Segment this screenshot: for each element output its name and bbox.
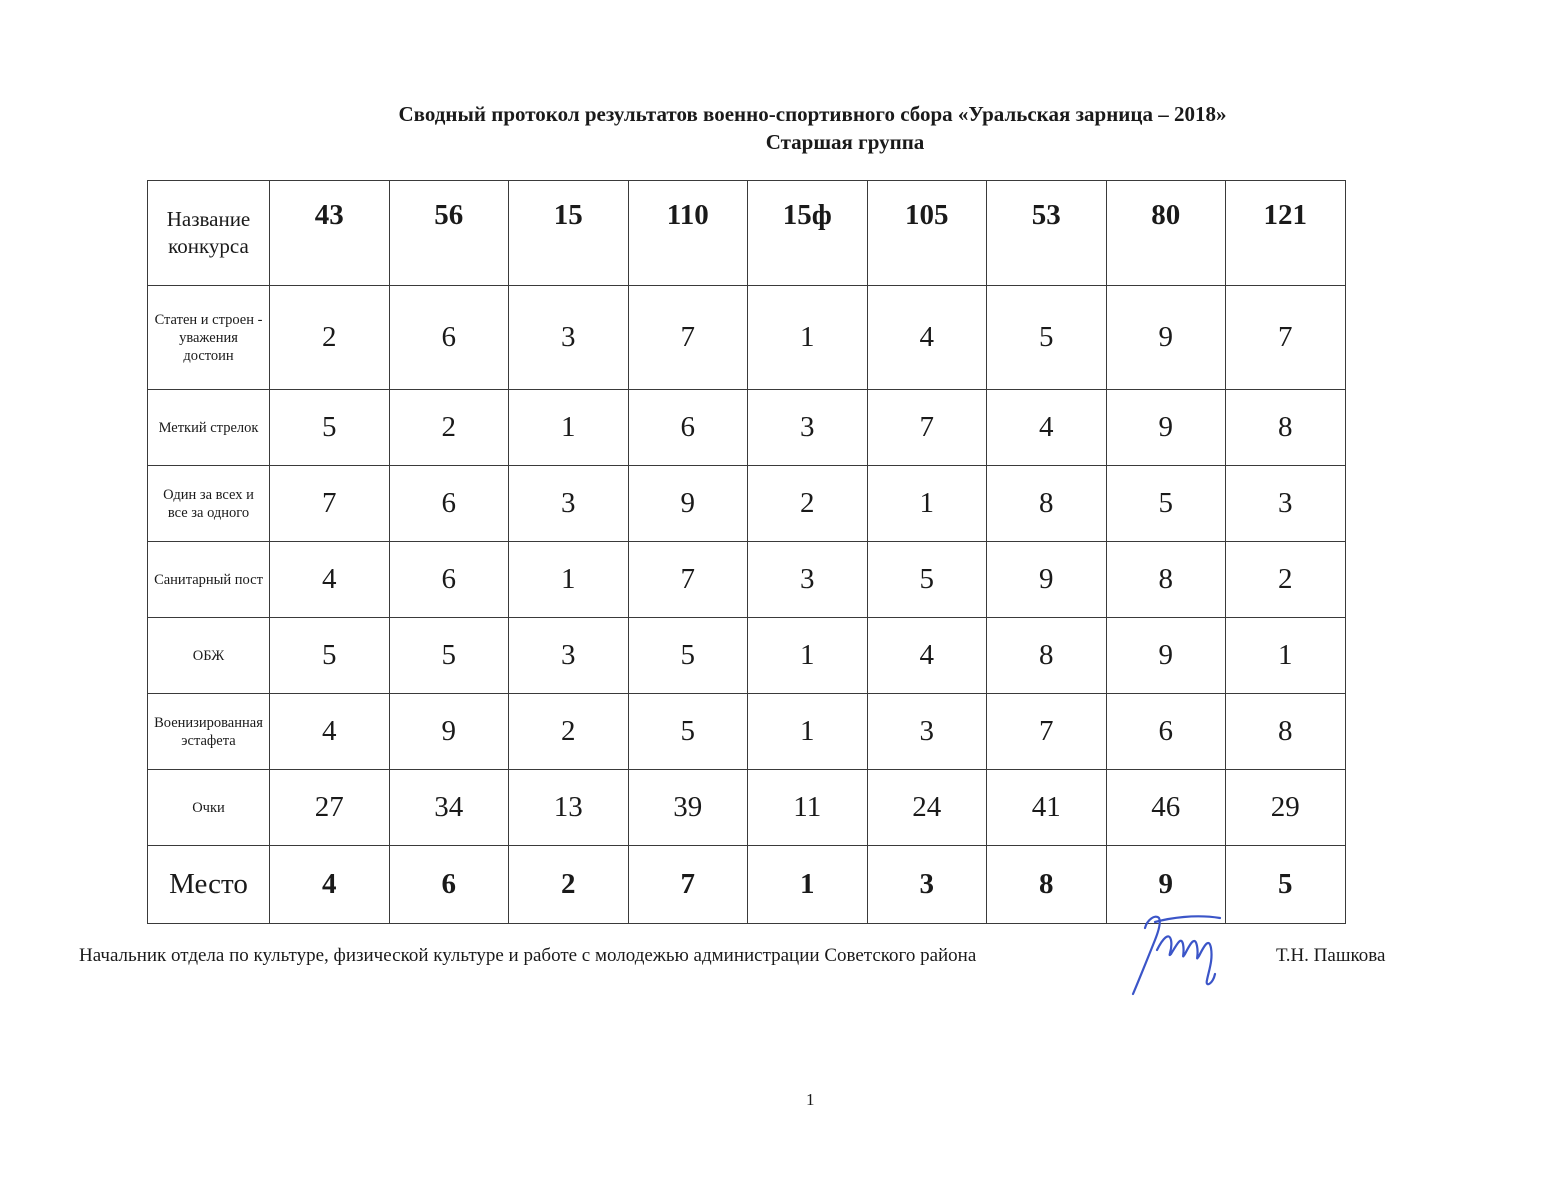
score-cell [270,542,390,618]
score-cell [1226,390,1346,466]
score-cell [628,466,748,542]
competition-cell [148,618,270,694]
document-title: Сводный протокол результатов военно-спортивного сбора «Уральская зарница – 2018» [398,102,1227,126]
score-value: 2 [441,411,456,443]
score-cell [509,618,629,694]
team-number: 105 [905,198,949,231]
competition-name: Военизированная эстафета [154,714,263,749]
score-cell [867,694,987,770]
score-value: 6 [441,487,456,519]
team-header-cell [1226,181,1346,286]
score-cell [1106,466,1226,542]
score-cell [628,286,748,390]
score-value: 3 [561,639,576,671]
score-cell [1226,466,1346,542]
score-cell [748,286,868,390]
place-value: 3 [919,868,934,900]
score-cell [1106,770,1226,846]
score-value: 1 [800,321,815,353]
score-value: 1 [561,411,576,443]
place-value: 4 [322,868,337,900]
score-value: 7 [919,411,934,443]
score-value: 2 [561,715,576,747]
score-cell [1226,618,1346,694]
place-label-cell [148,846,270,924]
place-cell [389,846,509,924]
score-cell [389,542,509,618]
score-value: 5 [322,411,337,443]
score-cell [270,618,390,694]
score-value: 9 [1158,411,1173,443]
competition-cell [148,286,270,390]
score-cell [1106,542,1226,618]
score-value: 8 [1039,639,1054,671]
score-value: 1 [800,639,815,671]
score-value: 5 [680,715,695,747]
score-value: 3 [800,563,815,595]
score-cell [987,770,1107,846]
team-number: 80 [1151,198,1181,231]
score-value: 29 [1270,791,1300,823]
score-cell [628,694,748,770]
score-cell [987,286,1107,390]
team-header-cell [389,181,509,286]
score-cell [867,618,987,694]
place-value: 8 [1039,868,1054,900]
score-value: 1 [1278,639,1293,671]
score-value: 7 [1039,715,1054,747]
table-row [148,390,1346,466]
score-value: 1 [561,563,576,595]
place-value: 7 [680,868,695,900]
score-cell [1226,694,1346,770]
score-cell [509,286,629,390]
team-header-cell [987,181,1107,286]
competition-name: Статен и строен - уважения достоин [154,311,263,364]
score-value: 8 [1278,715,1293,747]
score-value: 7 [1278,321,1293,353]
place-cell [867,846,987,924]
score-value: 3 [561,321,576,353]
score-cell [628,618,748,694]
score-value: 4 [1039,411,1054,443]
score-value: 5 [441,639,456,671]
place-value: 2 [561,868,576,900]
score-value: 3 [561,487,576,519]
score-cell [270,466,390,542]
table-row [148,770,1346,846]
competition-name: Меткий стрелок [158,419,259,436]
score-value: 8 [1039,487,1054,519]
score-value: 9 [1039,563,1054,595]
score-value: 2 [1278,563,1293,595]
place-label: Место [169,868,248,900]
competition-name: Санитарный пост [154,571,263,588]
score-cell [748,770,868,846]
table-row [148,542,1346,618]
team-number: 56 [434,198,464,231]
table-row [148,286,1346,390]
score-cell [509,466,629,542]
score-cell [867,286,987,390]
score-cell [748,618,868,694]
score-cell [867,770,987,846]
score-cell [389,694,509,770]
score-value: 6 [1158,715,1173,747]
competition-cell [148,770,270,846]
team-number: 15 [553,198,583,231]
team-header-cell [270,181,390,286]
team-number: 110 [666,198,709,231]
score-cell [389,770,509,846]
document-subtitle: Старшая группа [765,130,925,154]
score-cell [748,390,868,466]
competition-cell [148,694,270,770]
table-row [148,618,1346,694]
score-cell [987,466,1107,542]
score-cell [987,618,1107,694]
score-cell [987,390,1107,466]
score-cell [1106,694,1226,770]
score-cell [1226,286,1346,390]
score-cell [1106,286,1226,390]
competition-cell [148,542,270,618]
score-value: 46 [1151,791,1181,823]
score-cell [1106,390,1226,466]
score-cell [270,770,390,846]
place-cell [509,846,629,924]
score-value: 4 [919,321,934,353]
place-value: 6 [441,868,456,900]
score-cell [1226,770,1346,846]
score-cell [509,694,629,770]
team-header-cell [509,181,629,286]
score-value: 7 [680,563,695,595]
score-cell [628,542,748,618]
score-cell [867,466,987,542]
score-cell [1106,618,1226,694]
score-value: 2 [322,321,337,353]
score-value: 5 [1039,321,1054,353]
score-cell [748,694,868,770]
score-cell [867,390,987,466]
place-cell [628,846,748,924]
signer-name: Т.Н. Пашкова [1276,945,1386,966]
score-cell [270,390,390,466]
score-value: 4 [322,563,337,595]
score-cell [628,390,748,466]
place-value: 9 [1158,868,1173,900]
score-cell [509,770,629,846]
score-value: 9 [1158,321,1173,353]
competition-name: Один за всех и все за одного [163,486,254,521]
competition-column-header: Название конкурса [166,207,251,258]
score-value: 3 [800,411,815,443]
score-value: 2 [800,487,815,519]
competition-name: ОБЖ [192,647,225,664]
team-number: 43 [314,198,344,231]
score-cell [389,390,509,466]
score-cell [389,466,509,542]
place-cell [270,846,390,924]
score-value: 3 [919,715,934,747]
score-value: 5 [919,563,934,595]
handwritten-signature [1125,910,1235,1000]
competition-cell [148,466,270,542]
score-value: 5 [680,639,695,671]
score-value: 39 [673,791,703,823]
team-header-cell [867,181,987,286]
table-row [148,466,1346,542]
score-cell [867,542,987,618]
header-cell [148,181,270,286]
place-value: 5 [1278,868,1293,900]
score-value: 13 [553,791,583,823]
score-value: 8 [1278,411,1293,443]
signatory-position: Начальник отдела по культуре, физической культуре и работе с молодежью администрации Советского района [79,945,977,966]
team-header-cell [1106,181,1226,286]
competition-cell [148,390,270,466]
score-cell [389,286,509,390]
place-cell [748,846,868,924]
score-value: 6 [441,563,456,595]
score-value: 9 [1158,639,1173,671]
team-header-cell [748,181,868,286]
score-value: 5 [1158,487,1173,519]
score-value: 1 [919,487,934,519]
place-cell [987,846,1107,924]
score-value: 4 [322,715,337,747]
table-row [148,694,1346,770]
score-value: 5 [322,639,337,671]
score-value: 34 [434,791,464,823]
team-number: 121 [1263,198,1307,231]
score-cell [1226,542,1346,618]
score-value: 4 [919,639,934,671]
score-cell [389,618,509,694]
score-cell [748,542,868,618]
team-number: 53 [1031,198,1061,231]
score-cell [509,542,629,618]
score-cell [748,466,868,542]
score-value: 1 [800,715,815,747]
score-value: 6 [441,321,456,353]
score-value: 7 [322,487,337,519]
score-cell [509,390,629,466]
score-value: 41 [1031,791,1061,823]
score-value: 11 [793,791,822,823]
page-number: 1 [806,1090,815,1109]
score-cell [987,542,1107,618]
score-cell [270,286,390,390]
competition-name: Очки [192,799,225,816]
score-value: 7 [680,321,695,353]
team-number: 15ф [782,198,832,231]
score-cell [987,694,1107,770]
score-value: 9 [441,715,456,747]
place-cell [1226,846,1346,924]
score-value: 6 [680,411,695,443]
place-value: 1 [800,868,815,900]
score-value: 8 [1158,563,1173,595]
score-cell [628,770,748,846]
header-row [148,181,1346,286]
score-value: 24 [912,791,942,823]
score-value: 3 [1278,487,1293,519]
results-table [147,180,1346,924]
score-value: 27 [314,791,344,823]
score-cell [270,694,390,770]
team-header-cell [628,181,748,286]
score-value: 9 [680,487,695,519]
